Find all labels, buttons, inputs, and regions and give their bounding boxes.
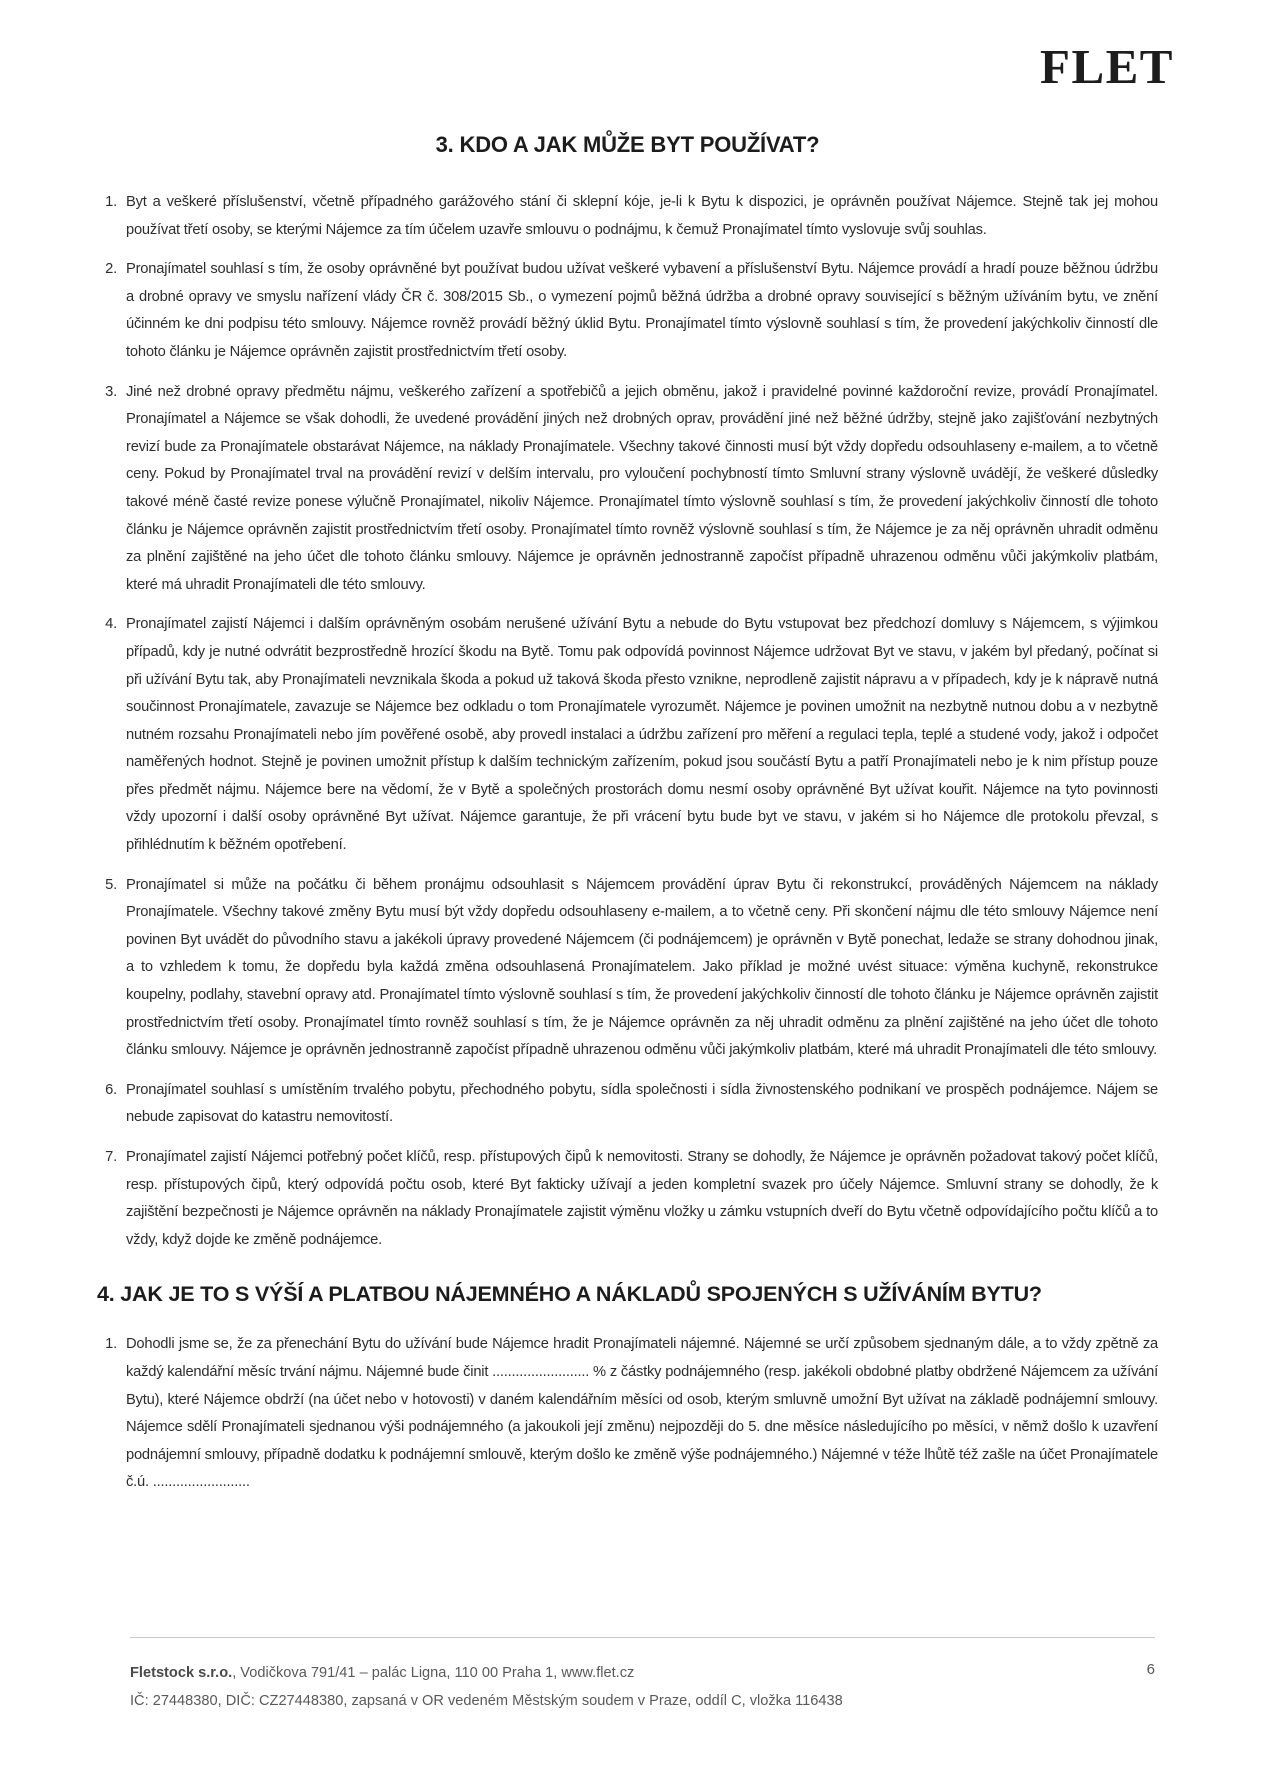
list-item: [97, 611, 1158, 859]
list-item: [97, 189, 1158, 244]
item-number: 7.: [105, 1149, 117, 1165]
item-number: 6.: [105, 1081, 117, 1098]
list-item: [97, 256, 1158, 366]
item-text: Dohodli jsme se, že za přenechání Bytu do užívání bude Nájemce hradit Pronajímateli nájemné. Nájemné se určí způsobem sjednaným dále, a to vždy zpětně za každý kalendářní měsíc trvání nájmu. Nájemné bude činit ......................... % z částky podnájemného (resp. jakékoli obdobné platby obdržené Nájemcem za užívání Bytu), které Nájemce obdrží (na účet nebo v hotovosti) v daném kalendářním měsíci od osob, kterým smluvně umožní Byt užívat na základě podnájemní smlouvy. Nájemce sdělí Pronajímateli sjednanou výši podnájemného (a jakoukoli její změnu) nejpozději do 5. dne měsíce následujícího po měsíci, v němž došlo k uzavření podnájemní smlouvy, případně dodatku k podnájemní smlouvě, kterým došlo ke změně výše podnájemného.) Nájemné v téže lhůtě též zašle na účet Pronajímatele č.ú. .........................: [126, 1336, 1158, 1491]
page-number: 6: [1146, 1661, 1155, 1678]
item-number: 1.: [105, 194, 117, 210]
item-text: Pronajímatel zajistí Nájemci potřebný počet klíčů, resp. přístupových čipů k nemovitosti. Strany se dohodly, že Nájemce je oprávněn požadovat takový počet klíčů, resp. přístupových čipů, který odpovídá počtu osob, které Byt fakticky užívají a jeden kompletní svazek pro účely Nájemce. Smluvní strany se dohodly, že k zajištění bezpečnosti je Nájemce oprávněn na náklady Pronajímatele zajistit výměnu vložky u zámku vstupních dveří do Bytu včetně odpovídajícího počtu klíčů a to vždy, když dojde ke změně podnájemce.: [126, 1149, 1158, 1248]
list-item: [97, 1331, 1158, 1497]
section-3-heading: 3. KDO A JAK MŮŽE BYT POUŽÍVAT?: [435, 132, 820, 157]
list-item: [97, 1144, 1158, 1254]
list-item: [97, 872, 1158, 1065]
footer-company-address: , Vodičkova 791/41 – palác Ligna, 110 00 Praha 1, www.flet.cz: [232, 1665, 635, 1681]
item-text: Byt a veškeré příslušenství, včetně případného garážového stání či sklepní kóje, je-li k Bytu k dispozici, je oprávněn používat Nájemce. Stejně tak jej mohou používat třetí osoby, se kterými Nájemce za tím účelem uzavře smlouvu o podnájmu, k čemuž Pronajímatel tímto vyslovuje svůj souhlas.: [126, 194, 1158, 238]
page-footer: [130, 1637, 1155, 1719]
item-text: Jiné než drobné opravy předmětu nájmu, veškerého zařízení a spotřebičů a jejich obměnu, jakož i pravidelné povinné každoroční revize, provádí Pronajímatel. Pronajímatel a Nájemce se však dohodli, že uvedené provádění jiných než drobných oprav, provádění jiné než běžné údržby, stejně jako zajišťování nezbytných revizí bude za Pronajímatele obstarávat Nájemce, na náklady Pronajímatele. Všechny takové činnosti musí být vždy dopředu odsouhlaseny e-mailem, a to včetně ceny. Pokud by Pronajímatel trval na provádění revizí v delším intervalu, pro vyloučení pochybností tímto Smluvní strany výslovně uvádějí, že veškeré důsledky takové méně časté revize ponese výlučně Pronajímatel, nikoliv Nájemce. Pronajímatel tímto výslovně souhlasí s tím, že provedení jakýchkoliv činností dle tohoto článku je Nájemce oprávněn zajistit prostřednictvím třetí osoby. Pronajímatel tímto rovněž výslovně souhlasí s tím, že Nájemce je za něj oprávněn uhradit odměnu za plnění zajištěné na jeho účet dle tohoto článku smlouvy. Nájemce je oprávněn jednostranně započíst případně uhrazenou odměnu vůči jakýmkoliv platbám, které má uhradit Pronajímateli dle této smlouvy.: [126, 383, 1158, 593]
section-4-list: [97, 1331, 1158, 1497]
footer-divider: [130, 1637, 1155, 1638]
item-text: Pronajímatel zajistí Nájemci i dalším oprávněným osobám nerušené užívání Bytu a nebude do Bytu vstupovat bez předchozí domluvy s Nájemcem, s výjimkou případů, kdy je nutné odvrátit bezprostředně hrozící škodu na Bytě. Tomu pak odpovídá povinnost Nájemce udržovat Byt ve stavu, v jakém byl předaný, počínat si při užívání Bytu tak, aby Pronajímateli nevznikala škoda a pokud už taková škoda přesto vznikne, neprodleně zajistit nápravu a v případech, kdy je k nápravě nutná součinnost Pronajímatele, zavazuje se Nájemce bez odkladu o tom Pronajímatele vyrozumět. Nájemce je povinen umožnit na nezbytně nutnou dobu a v nezbytně nutném rozsahu Pronajímateli nebo jím pověřené osobě, aby provedl instalaci a údržbu zařízení pro měření a regulaci tepla, teplé a studené vody, jakož i odpočet naměřených hodnot. Stejně je povinen umožnit přístup k dalším technickým zařízením, pokud jsou součástí Bytu a patří Pronajímateli nebo je k nim přístup pouze přes předmět nájmu. Nájemce bere na vědomí, že v Bytě a společných prostorách domu nesmí osoby oprávněné Byt užívat kouřit. Nájemce na tyto povinnosti vždy upozorní i další osoby oprávněné Byt užívat. Nájemce garantuje, že při vrácení bytu bude byt ve stavu, v jakém si ho Nájemce dle protokolu převzal, s přihlédnutím k běžném opotřebení.: [126, 616, 1158, 854]
footer-registration-line: IČ: 27448380, DIČ: CZ27448380, zapsaná v OR vedeném Městským soudem v Praze, oddíl C, vložka 116438: [130, 1693, 843, 1709]
footer-company-name: Fletstock s.r.o.: [130, 1665, 233, 1681]
list-item: [97, 1077, 1158, 1132]
footer-company-line: [130, 1663, 1155, 1684]
section-3-list: [97, 189, 1158, 1254]
item-number: 1.: [105, 1336, 117, 1353]
item-number: 3.: [105, 383, 117, 400]
list-item: [97, 379, 1158, 600]
section-4-heading: 4. JAK JE TO S VÝŠÍ A PLATBOU NÁJEMNÉHO A NÁKLADŮ SPOJENÝCH S UŽÍVÁNÍM BYTU?: [97, 1282, 1042, 1307]
item-text: Pronajímatel souhlasí s umístěním trvalého pobytu, přechodného pobytu, sídla společnosti i sídla živnostenského podnikaní ve prospěch podnájemce. Nájem se nebude zapisovat do katastru nemovitostí.: [126, 1081, 1158, 1126]
item-number: 5.: [105, 876, 117, 893]
item-text: Pronajímatel si může na počátku či během pronájmu odsouhlasit s Nájemcem provádění úprav Bytu či rekonstrukcí, prováděných Nájemcem na náklady Pronajímatele. Všechny takové změny Bytu musí být vždy dopředu odsouhlaseny e-mailem, a to včetně ceny. Při skončení nájmu dle této smlouvy Nájemce není povinen Byt uvádět do původního stavu a jakékoli úpravy provedené Nájemcem (či podnájemcem) je oprávněn v Bytě ponechat, ledaže se strany dohodnou jinak, a to vzhledem k tomu, že dopředu byla každá změna odsouhlasená Pronajímatelem. Jako příklad je možné uvést situace: výměna kuchyně, rekonstrukce koupelny, podlahy, stavební opravy atd. Pronajímatel tímto výslovně souhlasí s tím, že provedení jakýchkoliv činností dle tohoto článku je Nájemce oprávněn zajistit prostřednictvím třetí osoby. Pronajímatel tímto rovněž souhlasí s tím, že je Nájemce oprávněn za něj uhradit odměnu za plnění zajištěné na jeho účet dle tohoto článku smlouvy. Nájemce je oprávněn jednostranně započíst případně uhrazenou odměnu vůči jakýmkoliv platbám, které má uhradit Pronajímateli dle této smlouvy.: [126, 876, 1158, 1059]
item-number: 4.: [105, 616, 117, 633]
company-logo: FLET: [1040, 39, 1174, 94]
item-number: 2.: [105, 261, 117, 278]
item-text: Pronajímatel souhlasí s tím, že osoby oprávněné byt používat budou užívat veškeré vybavení a příslušenství Bytu. Nájemce provádí a hradí pouze běžnou údržbu a drobné opravy ve smyslu nařízení vlády ČR č. 308/2015 Sb., o vymezení pojmů běžná údržba a drobné opravy související s běžným užíváním bytu, ve znění účinném ke dni podpisu této smlouvy. Nájemce rovněž provádí běžný úklid Bytu. Pronajímatel tímto výslovně souhlasí s tím, že provedení jakýchkoliv činností dle tohoto článku je Nájemce oprávněn zajistit prostřednictvím třetí osoby.: [126, 261, 1158, 360]
